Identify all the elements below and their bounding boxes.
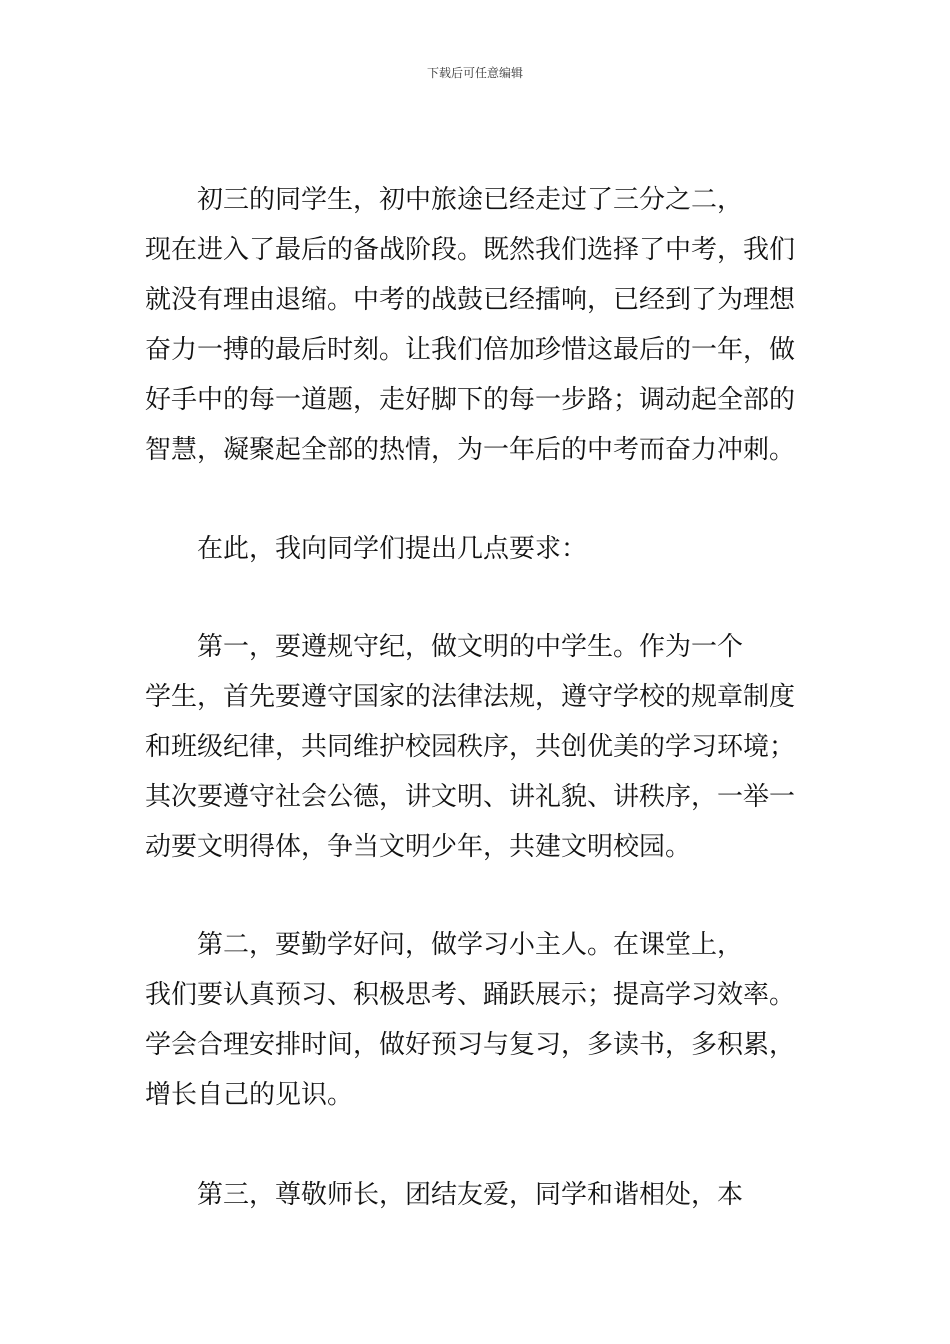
text-line: 动要文明得体，争当文明少年，共建文明校园。 [145, 832, 692, 862]
text-line: 在此，我向同学们提出几点要求： [145, 534, 588, 564]
text-line: 我们要认真预习、积极思考、踊跃展示；提高学习效率。 [145, 980, 796, 1010]
text-line: 就没有理由退缩。中考的战鼓已经擂响，已经到了为理想 [145, 285, 796, 315]
text-line: 和班级纪律，共同维护校园秩序，共创优美的学习环境； [145, 732, 796, 762]
text-line: 初三的同学生，初中旅途已经走过了三分之二， [145, 185, 744, 215]
paragraph-second [145, 920, 815, 1120]
paragraph-third [145, 1170, 815, 1220]
text-line: 增长自己的见识。 [145, 1080, 354, 1110]
text-line: 现在进入了最后的备战阶段。既然我们选择了中考，我们 [145, 235, 796, 265]
text-line: 学会合理安排时间，做好预习与复习，多读书，多积累， [145, 1030, 796, 1060]
paragraph-intro [145, 175, 815, 475]
text-line: 第一，要遵规守纪，做文明的中学生。作为一个 [145, 632, 744, 662]
paragraph-requirements [145, 524, 815, 574]
text-line: 智慧，凝聚起全部的热情，为一年后的中考而奋力冲刺。 [145, 435, 796, 465]
text-line: 好手中的每一道题，走好脚下的每一步路；调动起全部的 [145, 385, 796, 415]
text-line: 第二，要勤学好问，做学习小主人。在课堂上， [145, 930, 744, 960]
text-line: 奋力一搏的最后时刻。让我们倍加珍惜这最后的一年，做 [145, 335, 796, 365]
text-line: 第三，尊敬师长，团结友爱，同学和谐相处，本 [145, 1180, 744, 1210]
paragraph-first [145, 622, 815, 872]
text-line: 学生，首先要遵守国家的法律法规，遵守学校的规章制度 [145, 682, 796, 712]
text-line: 其次要遵守社会公德，讲文明、讲礼貌、讲秩序，一举一 [145, 782, 796, 812]
page-header: 下载后可任意编辑 [426, 66, 523, 80]
